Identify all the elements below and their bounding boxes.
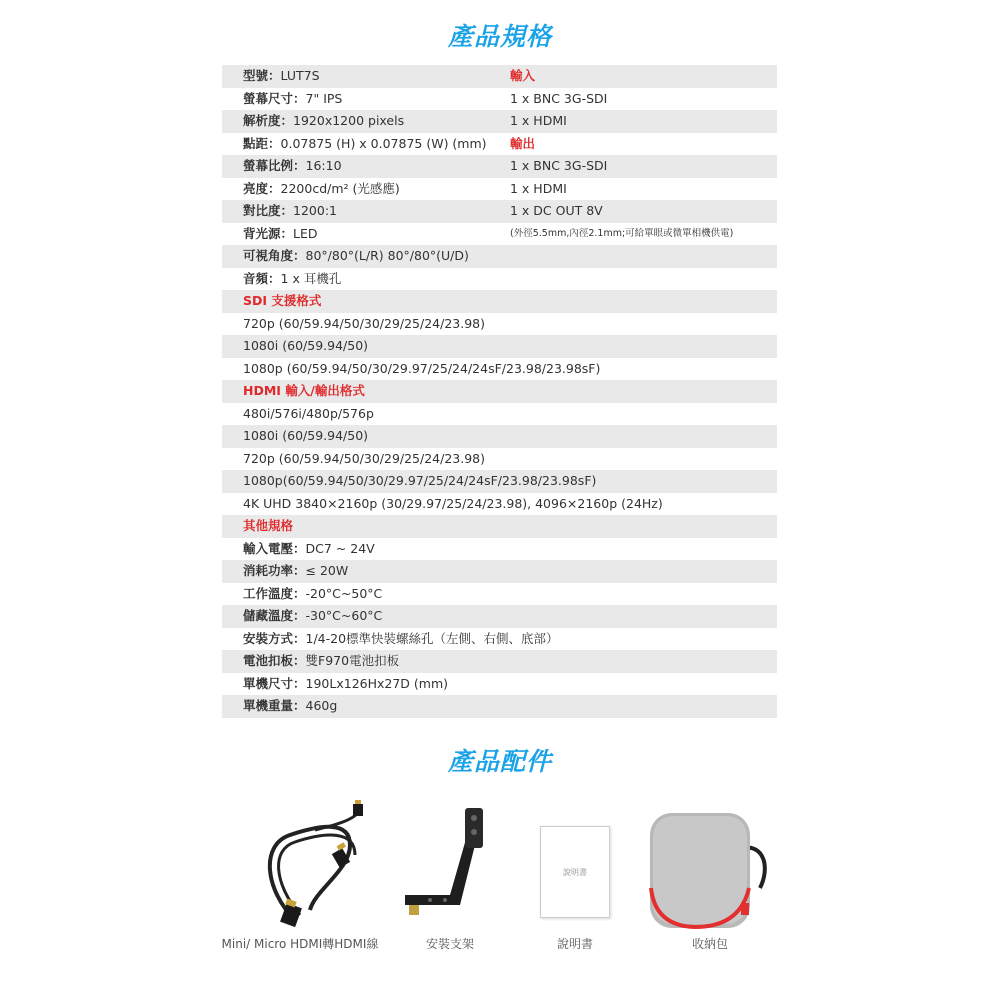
spec-row <box>222 268 777 291</box>
spec-left-cell <box>243 515 293 538</box>
spec-value: -30°C~60°C <box>305 608 383 623</box>
spec-value: DC7 ~ 24V <box>305 540 375 556</box>
spec-label: 儲藏溫度： <box>243 608 306 623</box>
spec-left-cell <box>243 290 321 313</box>
manual-cover-text: 說明書 <box>563 868 587 877</box>
spec-row <box>222 673 777 696</box>
spec-value: -20°C~50°C <box>305 585 383 601</box>
spec-left-cell <box>243 223 318 246</box>
spec-label: 可視角度： <box>243 248 306 263</box>
hdmi-cable-image <box>255 800 385 934</box>
spec-label: 點距： <box>243 135 281 151</box>
spec-left-cell <box>243 605 382 628</box>
spec-left-cell <box>243 380 365 403</box>
spec-row <box>222 448 777 471</box>
spec-row <box>222 110 777 133</box>
spec-row <box>222 313 777 336</box>
bracket-image <box>395 800 505 924</box>
spec-value: 720p (60/59.94/50/30/29/25/24/23.98) <box>243 450 486 466</box>
spec-value: 1080p(60/59.94/50/30/29.97/25/24/24sF/23.98/23.98sF) <box>243 473 597 488</box>
spec-row <box>222 65 777 88</box>
io-heading: 輸出 <box>510 135 536 151</box>
spec-section-heading: SDI 支援格式 <box>243 293 322 308</box>
io-heading: 輸入 <box>510 68 536 83</box>
spec-row <box>222 605 777 628</box>
spec-row <box>222 200 777 223</box>
spec-row <box>222 380 777 403</box>
spec-value: 720p (60/59.94/50/30/29/25/24/23.98) <box>243 315 486 331</box>
case-caption: 收納包 <box>691 937 728 951</box>
spec-row <box>222 88 777 111</box>
spec-label: 安裝方式： <box>243 630 306 646</box>
io-value: 1 x BNC 3G-SDI <box>510 90 608 106</box>
spec-row <box>222 628 777 651</box>
case-image <box>645 808 775 937</box>
spec-label: 螢幕尺寸： <box>243 90 306 106</box>
spec-row <box>222 358 777 381</box>
spec-label: 消耗功率： <box>243 563 306 578</box>
spec-left-cell <box>243 313 485 336</box>
spec-label: 單機重量： <box>243 698 306 713</box>
spec-left-cell <box>243 268 341 291</box>
spec-value: 190Lx126Hx27D (mm) <box>305 675 449 691</box>
spec-value: 4K UHD 3840×2160p (30/29.97/25/24/23.98), 4096×2160p (24Hz) <box>243 495 663 511</box>
spec-value: 480i/576i/480p/576p <box>243 405 374 421</box>
cable-caption: Mini/ Micro HDMI轉HDMI線 <box>221 937 379 951</box>
spec-value: 80°/80°(L/R) 80°/80°(U/D) <box>305 248 469 263</box>
spec-row <box>222 133 777 156</box>
spec-left-cell <box>243 448 485 471</box>
spec-left-cell <box>243 88 342 111</box>
io-value: 1 x DC OUT 8V <box>510 203 603 218</box>
spec-table <box>222 65 777 718</box>
spec-label: 輸入電壓： <box>243 540 306 556</box>
spec-value: 1080i (60/59.94/50) <box>243 338 369 353</box>
spec-value: LED <box>293 225 318 241</box>
spec-row <box>222 403 777 426</box>
spec-label: 對比度： <box>243 203 294 218</box>
spec-left-cell <box>243 155 342 178</box>
spec-row <box>222 560 777 583</box>
spec-row <box>222 493 777 516</box>
spec-row <box>222 650 777 673</box>
spec-row <box>222 583 777 606</box>
spec-section-heading: 其他規格 <box>243 518 294 533</box>
spec-row <box>222 538 777 561</box>
spec-value: 0.07875 (H) x 0.07875 (W) (mm) <box>280 135 487 151</box>
spec-row <box>222 290 777 313</box>
spec-left-cell <box>243 695 337 718</box>
spec-value: 16:10 <box>305 158 342 173</box>
spec-left-cell <box>243 245 469 268</box>
spec-label: 單機尺寸： <box>243 675 306 691</box>
spec-left-cell <box>243 178 400 201</box>
spec-value: 雙F970電池扣板 <box>305 653 400 668</box>
spec-label: 電池扣板： <box>243 653 306 668</box>
spec-value: 1080i (60/59.94/50) <box>243 428 369 443</box>
spec-left-cell <box>243 560 348 583</box>
spec-row <box>222 425 777 448</box>
spec-row <box>222 178 777 201</box>
io-value: 1 x HDMI <box>510 180 567 196</box>
spec-value: ≤ 20W <box>305 563 349 578</box>
manual-image <box>540 826 610 918</box>
spec-label: 解析度： <box>243 113 294 128</box>
accessories-title: 產品配件 <box>447 747 552 776</box>
spec-label: 螢幕比例： <box>243 158 306 173</box>
io-value: 1 x HDMI <box>510 113 567 128</box>
spec-label: 工作溫度： <box>243 585 306 601</box>
specs-title: 產品規格 <box>447 22 552 51</box>
spec-row <box>222 515 777 538</box>
io-value: (外徑5.5mm,內徑2.1mm;可給單眼或微單相機供電) <box>510 227 734 239</box>
spec-value: 2200cd/m² (光感應) <box>280 180 400 196</box>
spec-value: 1920x1200 pixels <box>293 113 405 128</box>
spec-value: 460g <box>305 698 338 713</box>
spec-value: 1 x 耳機孔 <box>280 270 342 286</box>
spec-left-cell <box>243 583 382 606</box>
spec-value: 1200:1 <box>293 203 337 218</box>
spec-label: 音頻： <box>243 270 281 286</box>
spec-left-cell <box>243 470 596 493</box>
spec-left-cell <box>243 335 368 358</box>
io-value: 1 x BNC 3G-SDI <box>510 158 608 173</box>
spec-left-cell <box>243 65 320 88</box>
bracket-caption: 安裝支架 <box>425 937 474 951</box>
spec-row <box>222 335 777 358</box>
spec-value: 1/4-20標準快裝螺絲孔（左側、右側、底部） <box>305 630 559 646</box>
spec-left-cell <box>243 650 399 673</box>
spec-row <box>222 695 777 718</box>
spec-row <box>222 223 777 246</box>
spec-row <box>222 470 777 493</box>
spec-left-cell <box>243 425 368 448</box>
spec-value: LUT7S <box>280 68 320 83</box>
spec-row <box>222 245 777 268</box>
spec-label: 背光源： <box>243 225 294 241</box>
spec-row <box>222 155 777 178</box>
spec-value: 1080p (60/59.94/50/30/29.97/25/24/24sF/23.98/23.98sF) <box>243 360 601 376</box>
spec-label: 型號： <box>243 68 281 83</box>
spec-value: 7" IPS <box>305 90 343 106</box>
spec-left-cell <box>243 628 559 651</box>
spec-left-cell <box>243 538 375 561</box>
spec-left-cell <box>243 493 663 516</box>
spec-section-heading: HDMI 輸入/輸出格式 <box>243 383 365 398</box>
spec-left-cell <box>243 403 374 426</box>
spec-left-cell <box>243 110 404 133</box>
spec-left-cell <box>243 673 448 696</box>
spec-left-cell <box>243 358 600 381</box>
spec-left-cell <box>243 200 337 223</box>
manual-caption: 說明書 <box>556 937 593 951</box>
spec-left-cell <box>243 133 487 156</box>
spec-label: 亮度： <box>243 180 281 196</box>
